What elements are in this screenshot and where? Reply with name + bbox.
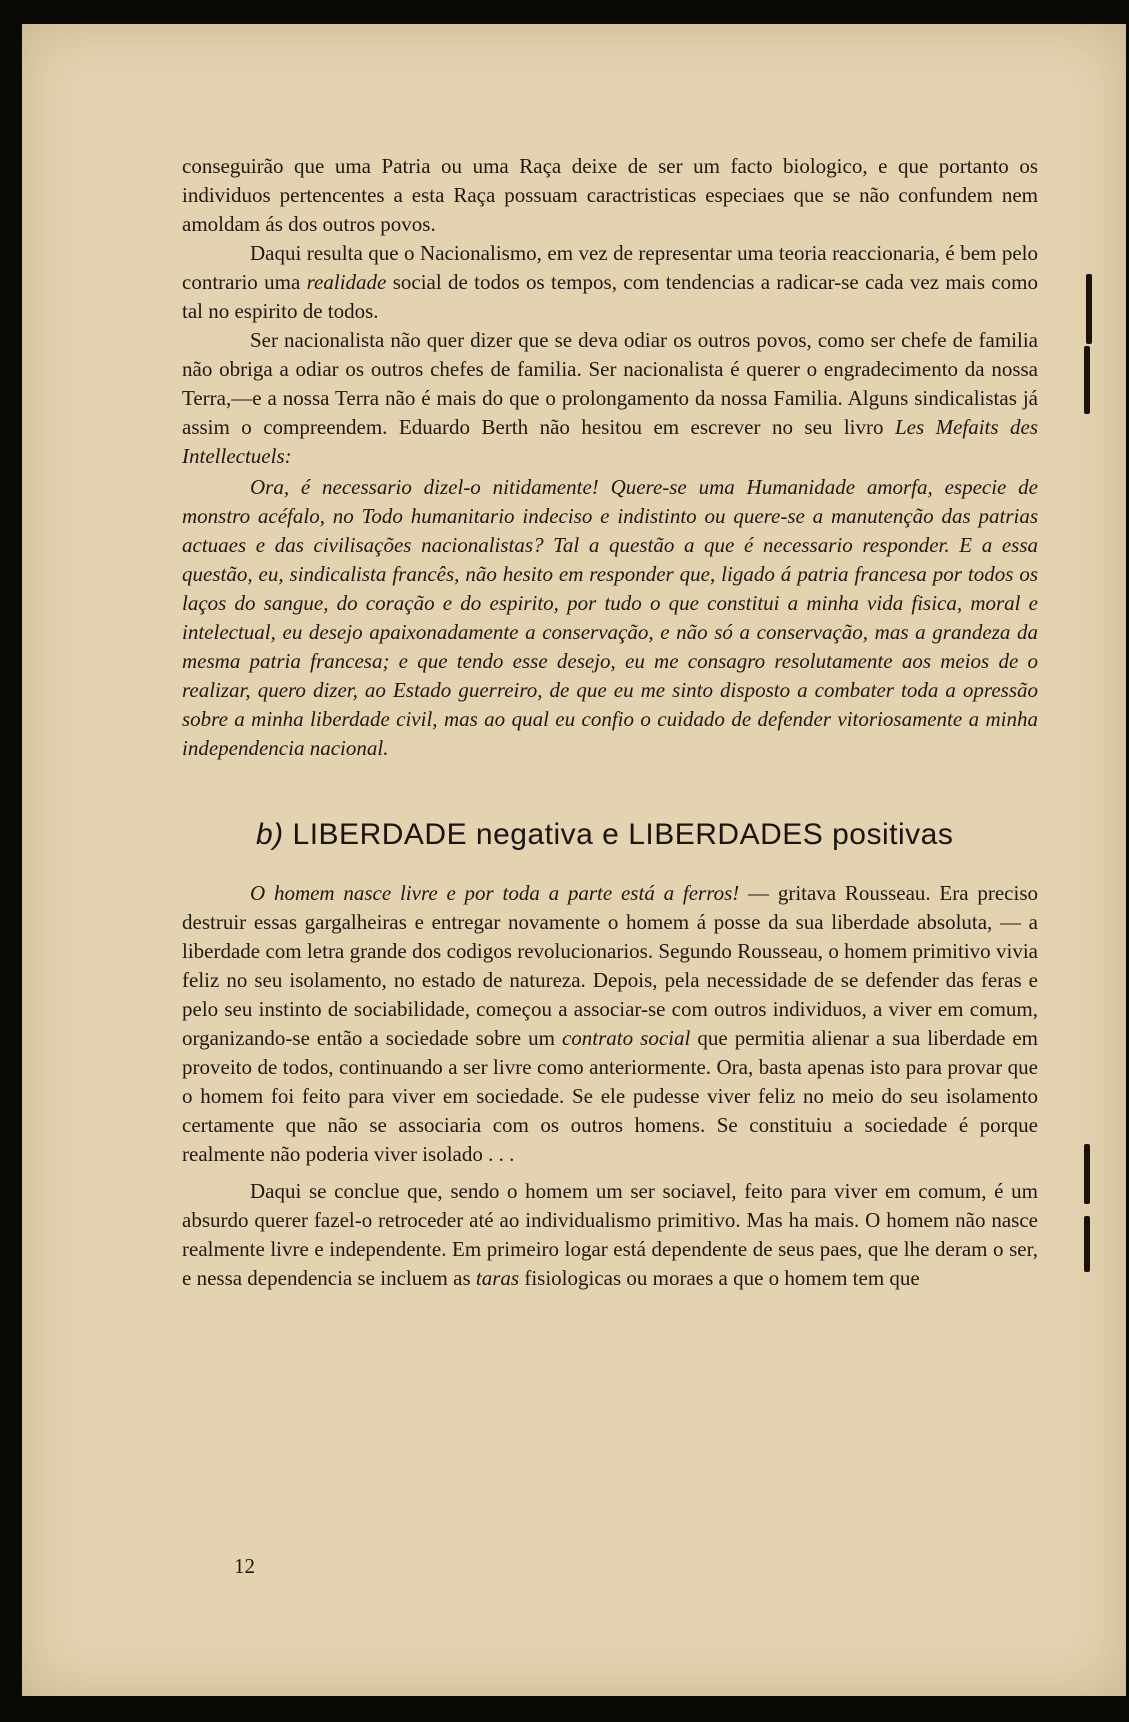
margin-mark bbox=[1084, 1144, 1090, 1204]
book-page bbox=[22, 24, 1126, 1696]
paragraph-3 bbox=[182, 326, 1038, 471]
paragraph-5 bbox=[182, 1177, 1038, 1293]
paragraph-2-emphasis: realidade bbox=[306, 270, 387, 294]
page-number: 12 bbox=[234, 1554, 255, 1578]
text-column bbox=[182, 152, 1038, 1293]
contrato-social-emphasis: contrato social bbox=[561, 1026, 691, 1050]
margin-mark bbox=[1084, 346, 1090, 414]
paragraph-4-text-a: — gritava Rousseau. Era preciso destruir essas gargalheiras e entregar novamente o homem á posse da sua liberdade absoluta, — a liberdade com letra grande dos codigos revolucionarios. Segundo Rousseau, o homem primitivo vivia feliz no seu isolamento, no estado de natureza. Depois, pela necessidade de se defender das feras e pelo seu instinto de sociabilidade, começou a associar-se com outros individuos, a viver em comum, organizando-se então a sociedade sobre um bbox=[182, 881, 1038, 1050]
section-heading-letter: b) bbox=[256, 818, 284, 851]
margin-mark bbox=[1086, 274, 1092, 344]
taras-emphasis: taras bbox=[475, 1266, 520, 1290]
paragraph-4 bbox=[182, 879, 1038, 1169]
paragraph-3-text: Ser nacionalista não quer dizer que se deva odiar os outros povos, como ser chefe de familia não obriga a odiar os outros chefes de familia. Ser nacionalista é querer o engradecimento da nossa Terra,—e a nossa Terra não é mais do que o prolongamento da nossa Familia. Alguns sindicalistas já assim o compreendem. Eduardo Berth não hesitou em escrever no seu livro bbox=[182, 328, 1038, 439]
paragraph-2-text-a: Daqui resulta que o Nacionalismo, em vez de representar uma teoria reaccionaria, é bem pelo contrario uma bbox=[182, 241, 1038, 294]
paragraph-2-text-b: social de todos os tempos, com tendencias a radicar-se cada vez mais como tal no espirito de todos. bbox=[182, 270, 1039, 323]
book-title: Les Mefaits des Intellectuels: bbox=[182, 415, 1039, 468]
section-heading bbox=[256, 817, 1038, 853]
paragraph-4-text-b: que permitia alienar a sua liberdade em proveito de todos, continuando a ser livre como anteriormente. Ora, basta apenas isto para provar que o homem foi feito para viver em sociedade. Se ele pudesse viver feliz no meio do seu isolamento certamente que não se associaria com os outros homens. Se constituiu a sociedade é porque realmente não poderia viver isolado . . . bbox=[182, 1026, 1039, 1166]
paragraph-5-text-b: fisiologicas ou moraes a que o homem tem que bbox=[524, 1266, 920, 1290]
section-heading-text: LIBERDADE negativa e LIBERDADES positivas bbox=[292, 818, 954, 851]
margin-mark bbox=[1084, 1216, 1090, 1272]
paragraph-2 bbox=[182, 239, 1038, 326]
paragraph-1: conseguirão que uma Patria ou uma Raça deixe de ser um facto biologico, e que portanto os individuos pertencentes a esta Raça possuam caractristicas especiaes que se não confundem nem amoldam ás dos outros povos. bbox=[182, 154, 1038, 236]
quotation: Ora, é necessario dizel-o nitidamente! Quere-se uma Humanidade amorfa, especie de monstro acéfalo, no Todo humanitario indeciso e indistinto ou quere-se a manutenção das patrias actuaes e das civilisações nacionalistas? Tal a questão a que é necessario responder. E a essa questão, eu, sindicalista francês, não hesito em responder que, ligado á patria francesa por todos os laços do sangue, do coração e do espirito, por tudo o que constitui a minha vida fisica, moral e intelectual, eu desejo apaixonadamente a conservação, e não só a conservação, mas a grandeza da mesma patria francesa; e que tendo esse desejo, eu me consagro resolutamente aos meios de o realizar, quero dizer, ao Estado guerreiro, de que eu me sinto disposto a combater toda a opressão sobre a minha liberdade civil, mas ao qual eu confio o cuidado de defender vitoriosamente a minha independencia nacional. bbox=[182, 475, 1038, 760]
paragraph-5-text-a: Daqui se conclue que, sendo o homem um ser sociavel, feito para viver em comum, é um absurdo querer fazel-o retroceder até ao individualismo primitivo. Mas ha mais. O homem não nasce realmente livre e independente. Em primeiro logar está dependente de seus paes, que lhe deram o ser, e nessa dependencia se incluem as bbox=[182, 1179, 1038, 1290]
rousseau-quote: O homem nasce livre e por toda a parte está a ferros! bbox=[250, 881, 740, 905]
